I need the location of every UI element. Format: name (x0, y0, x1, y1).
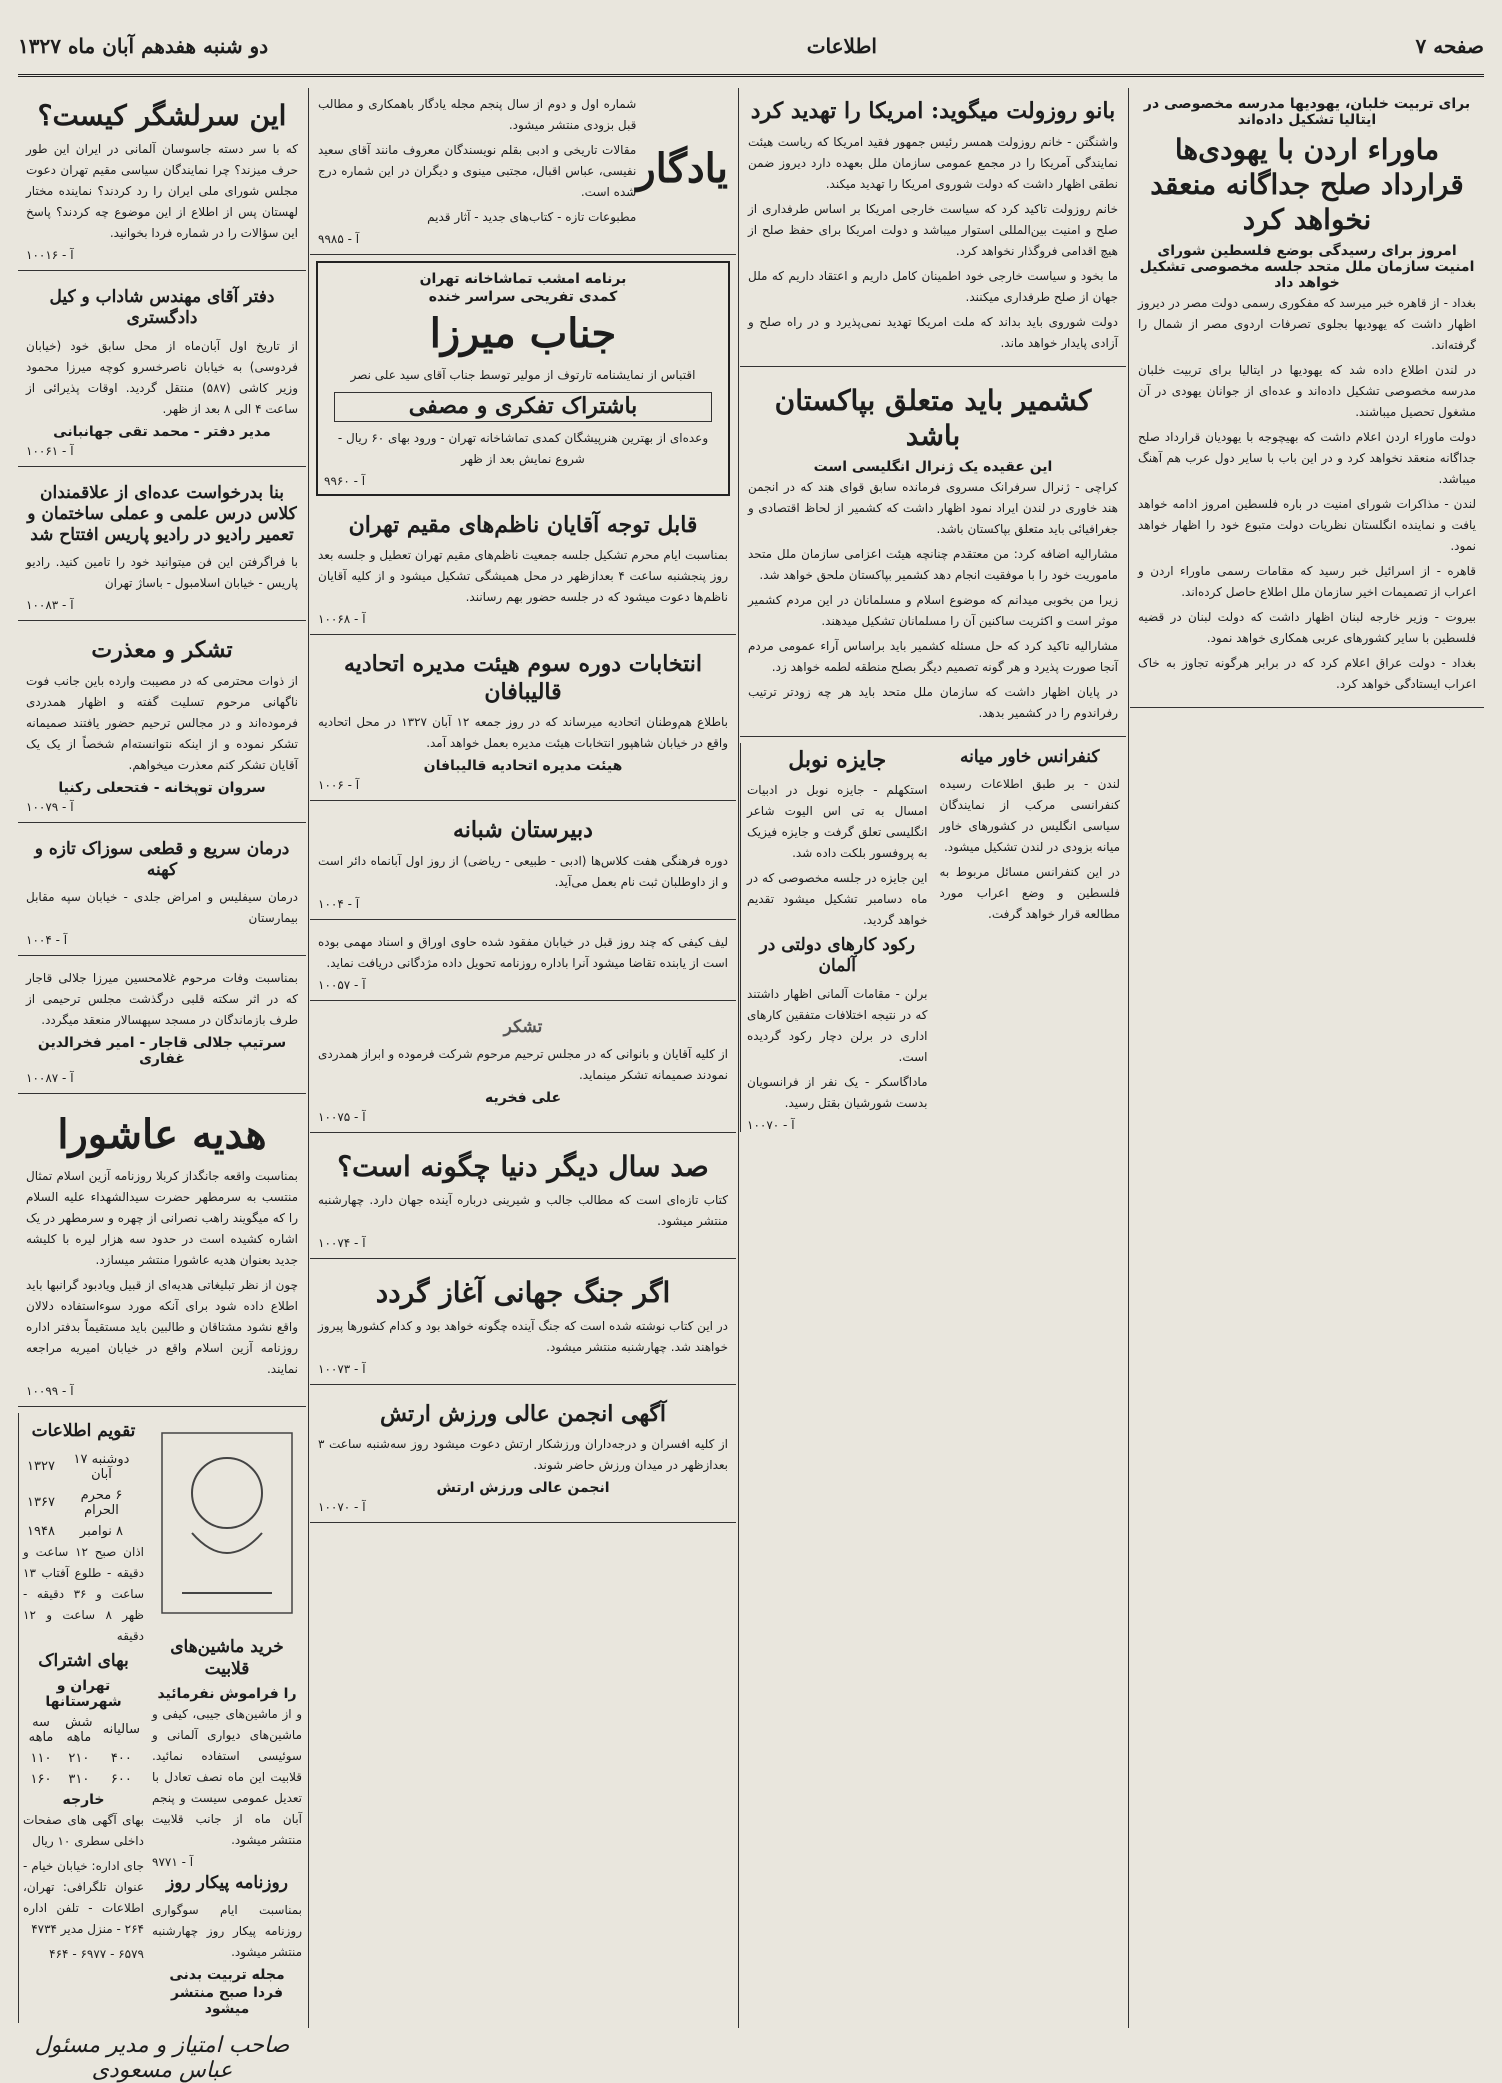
roosevelt-body-2: خانم روزولت تاکید کرد که سیاست خارجی امریکا بر اساس طرفداری از صلح و امنیت بین‌المللی استوار میباشد و دولت امریکا برای حفظ صلح از هیچ اقدامی فروگذار نخواهد کرد. (748, 201, 1118, 258)
germany-code: آ - ۱۰۰۷۰ (747, 1117, 795, 1132)
subscription-cell: ۱۱۰ (30, 1750, 52, 1766)
office-info: جای اداره: خیابان خیام - عنوان تلگرافی: تهران، اطلاعات - تلفن اداره ۲۶۴ - منزل مدیر ۴۷۳۴ (23, 1858, 144, 1936)
thanks2-body: از کلیه آقایان و بانوانی که در مجلس ترحیم مرحوم شرکت فرموده و ابراز همدردی نمودند صمیمانه تشکر مینماید. (318, 1046, 728, 1082)
lawyer-body: از تاریخ اول آبان‌ماه از محل سابق خود (خیابان فردوسی) به خیابان ناصرخسرو کوچه میرزا محمود وزیر کاشی (۵۸۷) منتقل گردید. اوقات پذیرائی از ساعت ۴ الی ۸ بعد از ظهر. (26, 338, 298, 416)
column-right (1130, 88, 1484, 2028)
yadgar-body-3: مطبوعات تازه - کتاب‌های جدید - آثار قدیم (427, 210, 637, 224)
school-ad (310, 807, 736, 920)
who-body: که با سر دسته جاسوسان آلمانی در ایران این طور حرف میزند؟ چرا نمایندگان سیاسی مقیم تهران دعوت مجلس شورای ملی ایران را رد کردند؟ نماینده مختار لهستان پس از اطلاع از این موضوع چه کردند؟ پاسخ این سؤالات را در شماره فردا بخوانید. (26, 142, 298, 240)
table-row (23, 1521, 144, 1542)
book1-body: کتاب تازه‌ای است که مطالب جالب و شیرینی درباره آینده جهان دارد. چهارشنبه منتشر میشود. (318, 1192, 728, 1228)
radio-headline: بنا بدرخواست عده‌ای از علاقمندان کلاس درس علمی و عملی ساختمان و تعمیر رادیو در رادیو پاریس افتتاح شد (27, 482, 297, 545)
owner-signature: صاحب امتیاز و مدیر مسئول عباس مسعودی (34, 2033, 290, 2083)
lawyer-ad (18, 277, 306, 467)
masthead (18, 18, 1484, 77)
subscription-foreign: خارجه (62, 1791, 105, 1808)
column-mid-left (310, 88, 736, 2028)
subscription-col: شش ماهه (65, 1714, 93, 1745)
jordan-headline: ماوراء اردن با یهودی‌ها قرارداد صلح جداگانه منعقد نخواهد کرد (1150, 133, 1464, 236)
book-ad-2 (310, 1265, 736, 1385)
roosevelt-body-4: دولت شوروی باید بداند که ملت امریکا تهدید نمی‌پذیرد و در راه صلح و آزادی پایدار خواهد ماند. (748, 314, 1118, 350)
thanks-headline: تشکر و معذرت (91, 637, 233, 664)
school-code: آ - ۱۰۰۴ (318, 896, 360, 911)
phone-info: ۶۵۷۹ - ۶۹۷۷ - ۴۶۴ (49, 1946, 144, 1961)
mourning-ad (18, 962, 306, 1094)
ashura-body: بمناسبت واقعه جانگداز کربلا روزنامه آزین اسلام تمثال منتسب به سرمطهر حضرت سیدالشهداء علیه السلام را که میگویند راهب نصرانی از چهره و سرمطهر در یک اشاره کشیده است در حدود سه هزار لیره با کلیشه جدید بعنوان هدیه عاشورا منتشر میسازد. (26, 1169, 298, 1268)
jordan-body-6: بیروت - وزیر خارجه لبنان اظهار داشت که دولت لبنان در قضیه فلسطین با سایر کشورهای عربی همکاری خواهد نمود. (1138, 610, 1476, 645)
who-article (18, 88, 306, 271)
calendar-cell: دوشنبه ۱۷ آبان (73, 1451, 130, 1482)
election-signature: هیئت مدیره اتحادیه قالیبافان (423, 758, 623, 774)
clinic-code: آ - ۱۰۰۴ (26, 933, 68, 948)
army-signature: انجمن عالی ورزش ارتش (436, 1480, 610, 1497)
germany-headline: رکود کارهای دولتی در آلمان (759, 935, 915, 977)
theater-extra: وعده‌ای از بهترین هنرپیشگان کمدی تماشاخانه تهران - ورود بهای ۶۰ ریال - شروع نمایش بعد از ظهر (337, 430, 709, 466)
germany-body-2: ماداگاسکر - یک نفر از فرانسویان بدست شورشیان بقتل رسید. (747, 1074, 928, 1110)
kashmir-body-3: زیرا من بخوبی میدانم که موضوع اسلام و مسلمانان در این مردم کشمیر موثر است و اکثریت ساکنین آن را مسلمانان تشکیل میدهند. (748, 592, 1118, 628)
paper2-note: فردا صبح منتشر میشود (171, 1985, 283, 2017)
table-row (23, 1485, 144, 1521)
notice1-headline: قابل توجه آقایان ناظم‌های مقیم تهران (348, 511, 698, 538)
thanks-ad-2 (310, 1007, 736, 1133)
theater-desc: اقتباس از نمایشنامه تارتوف از مولیر توسط جناب آقای سید علی نصر (350, 368, 696, 382)
ashura-ad (18, 1100, 306, 1407)
book2-headline: اگر جنگ جهانی آغاز گردد (375, 1275, 671, 1309)
kashmir-article (740, 373, 1126, 737)
who-headline: این سرلشگر کیست؟ (37, 99, 287, 132)
issue-date: دو شنبه هفدهم آبان ماه ۱۳۲۷ (18, 34, 269, 58)
paper2-body: بمناسبت ایام سوگواری روزنامه پیکار روز چهارشنبه منتشر میشود. (152, 1903, 302, 1959)
radio-code: آ - ۱۰۰۸۳ (26, 598, 74, 613)
theater-sub: کمدی تفریحی سراسر خنده (428, 289, 618, 305)
buy-body: و از ماشین‌های جیبی، کیفی و ماشین‌های دیواری آلمانی و سوئیسی استفاده نمائید. قلابیت این ماه نصف تعادل با تعدیل عمومی سیست و پنجم آبان ماه از جانب قلابیت منتشر میشود. (152, 1706, 302, 1847)
mideast-article (934, 743, 1127, 1132)
radio-ad (18, 473, 306, 622)
roosevelt-body-3: ما بخود و سیاست خارجی خود اطمینان کامل داریم و اعتقاد داریم که ملل جهان از صلح طرفداری میکنند. (748, 268, 1118, 304)
jordan-body-7: بغداد - دولت عراق اعلام کرد که در برابر هرگونه تجاوز به خاک اعراب ایستادگی خواهد کرد. (1138, 656, 1476, 691)
subscription-area: تهران و شهرستانها (45, 1677, 122, 1710)
theater-feature: باشتراک تفکری و مصفی (334, 392, 712, 422)
thanks-code: آ - ۱۰۰۷۹ (26, 799, 74, 814)
table-row (23, 1769, 144, 1790)
subscription-col: سالیانه (102, 1722, 140, 1738)
jordan-body-2: در لندن اطلاع داده شد که یهودیها در ایتالیا برای تربیت خلبان مدرسه مخصوصی تشکیل داده‌اند و عده‌ای از جوانان یهودی در آن مشغول تحصیل میباشند. (1138, 363, 1476, 419)
buy-code: آ - ۹۷۷۱ (152, 1854, 194, 1869)
kashmir-headline: کشمیر باید متعلق بپاکستان باشد (774, 383, 1092, 452)
jordan-body-1: بغداد - از قاهره خبر میرسد که مفکوری رسمی دولت مصر در دیروز اظهار داشت که یهودیها بجلوی تصرفات اردوی مصر از شمال را گرفته‌اند. (1138, 296, 1476, 352)
thanks-ad (18, 627, 306, 823)
table-row (23, 1449, 144, 1485)
columns (18, 88, 1484, 2083)
clinic-ad (18, 829, 306, 957)
thanks-body: از ذوات محترمی که در مصیبت وارده باین جانب فوت ناگهانی مرحوم تسلیت گفته و اظهار همدردی فرموده‌اند و در مجالس ترحیم حضور یافتند صمیمانه تشکر نموده و از اینکه نتوانسته‌ام شخصاً از یک یک آقایان تشکر کنم معذرت میخواهم. (26, 673, 298, 772)
mideast-body-1: لندن - بر طبق اطلاعات رسیده کنفرانسی مرکب از نمایندگان سیاسی انگلیس در کشورهای خاور میانه بزودی در لندن تشکیل میشود. (939, 776, 1120, 854)
calendar-box (18, 1413, 148, 2023)
column-left (18, 88, 306, 2083)
bottom-left-grid (18, 1413, 306, 2023)
clinic-body: درمان سیفلیس و امراض جلدی - خیابان سپه مقابل بیمارستان (26, 890, 298, 926)
radio-body: با فراگرفتن این فن میتوانید خود را تامین کنید. رادیو پاریس - خیابان اسلامبول - باساژ تهران (26, 555, 298, 591)
mourning-code: آ - ۱۰۰۸۷ (26, 1071, 74, 1086)
school-headline: دبیرستان شبانه (453, 817, 593, 843)
army-code: آ - ۱۰۰۷۰ (318, 1500, 366, 1515)
jordan-subhead: امروز برای رسیدگی بوضع فلسطین شورای امنیت سازمان ملل متحد جلسه مخصوصی تشکیل خواهد داد (1139, 243, 1475, 291)
kashmir-body-4: مشارالیه تاکید کرد که حل مسئله کشمیر باید براساس آراء عمومی مردم آنجا صورت پذیرد و هر گونه تصمیم دیگر بصلح منطقه لطمه خواهد زد. (748, 638, 1118, 674)
roosevelt-headline: بانو روزولت میگوید: امریکا را تهدید کرد (750, 98, 1116, 124)
yadgar-code: آ - ۹۹۸۵ (318, 232, 360, 246)
subscription-note: بهای آگهی های صفحات داخلی سطری ۱۰ ریال (23, 1812, 144, 1848)
mid-right-split (740, 743, 1126, 1132)
lost-ad (310, 926, 736, 1001)
calendar-cell: ۱۳۲۷ (27, 1459, 55, 1474)
column-mid-right (740, 88, 1126, 2028)
table-row (23, 1748, 144, 1769)
who-code: آ - ۱۰۰۱۶ (26, 248, 74, 262)
yadgar-body-2: مقالات تاریخی و ادبی بقلم نویسندگان معروف مانند آقای سعید نفیسی، عباس اقبال، مجتبی مینوی و دیگران در این شماره درج شده است. (318, 143, 637, 199)
book2-code: آ - ۱۰۰۷۳ (318, 1361, 366, 1376)
nobel-body-2: این جایزه در جلسه مخصوصی که در ماه دسامبر تشکیل میشود تقدیم خواهد گردید. (747, 871, 928, 927)
theater-top: برنامه امشب تماشاخانه تهران (419, 271, 627, 287)
army-headline: آگهی انجمن عالی ورزش ارتش (379, 1400, 667, 1427)
calendar-cell: ۱۹۴۸ (27, 1523, 55, 1539)
theater-ad (316, 261, 730, 496)
subscription-cell: ۱۶۰ (30, 1771, 52, 1787)
theater-code: آ - ۹۹۶۰ (324, 473, 366, 488)
ashura-headline: هدیه عاشورا (57, 1111, 267, 1159)
mourning-body: بمناسبت وفات مرحوم غلامحسین میرزا جلالی قاجار که در اثر سکته قلبی درگذشت مجلس ترحیمی از طرف بازماندگان در مسجد سپهسالار منعقد میگردد. (26, 971, 298, 1028)
calendar-headline: تقویم اطلاعات (31, 1421, 136, 1442)
thanks2-signature: علی فخریه (484, 1089, 562, 1106)
kashmir-subhead: این عقیده یک ژنرال انگلیسی است (813, 458, 1053, 475)
army-sport-ad (310, 1391, 736, 1524)
thanks2-code: آ - ۱۰۰۷۵ (318, 1109, 366, 1124)
yadgar-title: یادگار (636, 145, 728, 192)
notice-1 (310, 502, 736, 636)
subscription-cell: ۴۰۰ (110, 1750, 132, 1766)
lost-body: لیف کیفی که چند روز قبل در خیابان مفقود شده حاوی اوراق و اسناد مهمی بوده است از یابنده تقاضا میشود آنرا باداره روزنامه تحویل داده مژدگانی دریافت نماید. (318, 934, 728, 970)
yadgar-body-1: شماره اول و دوم از سال پنجم مجله یادگار باهمکاری و مطالب قبل بزودی منتشر میشود. (318, 97, 637, 132)
army-body: از کلیه افسران و درجه‌داران ورزشکار ارتش دعوت میشود روز سه‌شنبه ساعت ۳ بعدازظهر در میدان ورزش حاضر شوند. (318, 1437, 728, 1473)
newspaper-page (18, 18, 1484, 2083)
paper2-headline: روزنامه پیکار روز (166, 1872, 288, 1893)
nobel-headline: جایزه نوبل (788, 746, 887, 773)
buy-subhead: را فراموش نفرمائید (157, 1685, 297, 1702)
calendar-cell: ۱۳۶۷ (27, 1495, 55, 1510)
school-body: دوره فرهنگی هفت کلاس‌ها (ادبی - طبیعی - ریاضی) از روز اول آبانماه دائر است و از داوطلبان ثبت نام بعمل می‌آید. (318, 853, 728, 889)
subscription-cell: ۶۰۰ (110, 1771, 132, 1787)
paper2-sub: مجله تربیت بدنی (169, 1967, 285, 1983)
kashmir-body-2: مشارالیه اضافه کرد: من معتقدم چنانچه هیئت اعزامی سازمان ملل متحد ماموریت خود را با موفقیت انجام دهد کشمیر بپاکستان ملحق خواهد شد. (748, 546, 1118, 582)
book1-headline: صد سال دیگر دنیا چگونه است؟ (337, 1149, 709, 1183)
thanks-signature: سروان توپخانه - فتحعلی رکنیا (58, 779, 266, 796)
mourning-signature: سرتیپ جلالی قاجار - امیر فخرالدین غفاری (37, 1035, 287, 1068)
roosevelt-body-1: واشنگتن - خانم روزولت همسر رئیس جمهور فقید امریکا که ریاست هیئت نمایندگی آمریکا را در مجمع عمومی سازمان ملل بعهده دارد دیروز ضمن نطقی اظهار داشت که دولت شوروی امریکا را تهدید میکند. (748, 134, 1118, 191)
jordan-body-3: دولت ماوراء اردن اعلام داشت که بهیچوجه با یهودیان قرارداد صلح جداگانه منعقد نخواهد کرد و در این باب با سایر دول عرب هم آهنگ میباشد. (1138, 430, 1476, 486)
ashura-code: آ - ۱۰۰۹۹ (26, 1384, 74, 1399)
notice1-code: آ - ۱۰۰۶۸ (318, 612, 366, 626)
kashmir-body-1: کراچی - ژنرال سرفرانک مسروی فرمانده سابق قوای هند که در انجمن هند خاوری در لندن ایراد نمود اظهار داشت که کشمیر از لحاظ اقتصادی و جغرافیائی باید متعلق بپاکستان باشد. (748, 479, 1118, 536)
election-headline: انتخابات دوره سوم هیئت مدیره اتحادیه قالیبافان (343, 651, 703, 705)
notice1-body: بمناسبت ایام محرم تشکیل جلسه جمعیت ناظم‌های مقیم تهران تعطیل و جلسه بعد روز پنجشنبه ساعت ۴ بعدازظهر در محل همیشگی تشکیل میشود و از کلیه آقایان ناظم‌ها دعوت میشود که در جلسه حضور بهم رسانند. (318, 548, 728, 604)
book1-code: آ - ۱۰۰۷۴ (318, 1235, 366, 1250)
nobel-article (740, 743, 934, 1132)
right-of-calendar (148, 1413, 306, 2023)
illustration-icon (152, 1423, 302, 1623)
election-code: آ - ۱۰۰۶ (318, 778, 360, 792)
calendar-note: اذان صبح ۱۲ ساعت و دقیقه - طلوع آفتاب ۱۳ ساعت و ۳۶ دقیقه - ظهر ۸ ساعت و ۱۲ دقیقه (23, 1544, 145, 1643)
theater-title: جناب میرزا (429, 310, 617, 357)
subscription-headline: بهای اشتراک (38, 1650, 129, 1671)
yadgar-ad (310, 88, 736, 255)
calendar-cell: ۸ نوامبر (79, 1523, 124, 1539)
calendar-cell: ۶ محرم الحرام (80, 1487, 123, 1518)
jordan-article (1130, 88, 1484, 708)
book2-body: در این کتاب نوشته شده است که جنگ آینده چگونه خواهد بود و کدام کشورها پیروز خواهند شد. چهارشنبه منتشر میشود. (318, 1318, 728, 1354)
clinic-headline: درمان سریع و قطعی سوزاک تازه و کهنه (34, 838, 290, 880)
nobel-body-1: استکهلم - جایزه نوبل در ادبیات امسال به تی اس الیوت شاعر انگلیسی تعلق گرفت و جایزه فیزیک به پروفسور بلکت داده شد. (747, 783, 928, 860)
subscription-table (23, 1712, 144, 1790)
mideast-headline: کنفرانس خاور میانه (959, 746, 1100, 767)
lawyer-signature: مدیر دفتر - محمد تقی جهانبانی (53, 423, 271, 440)
lawyer-headline: دفتر آقای مهندس شاداب و کیل دادگستری (49, 287, 275, 329)
calendar-table (23, 1449, 144, 1542)
table-row (23, 1712, 144, 1748)
subscription-col: سه ماهه (28, 1714, 54, 1745)
roosevelt-article (740, 88, 1126, 367)
lawyer-code: آ - ۱۰۰۶۱ (26, 443, 74, 458)
jordan-kicker: برای تربیت خلبان، یهودیها مدرسه مخصوصی در ایتالیا تشکیل داده‌اند (1143, 96, 1471, 128)
paper-name: اطلاعات (806, 34, 877, 58)
election-body: باطلاع هم‌وطنان اتحادیه میرساند که در روز جمعه ۱۲ آبان ۱۳۲۷ در محل اتحادیه واقع در خیابان شاهپور انتخابات هیئت مدیره بعمل خواهد آمد. (318, 715, 728, 750)
subscription-cell: ۲۱۰ (68, 1750, 90, 1766)
page-number: صفحه ۷ (1415, 34, 1484, 58)
kashmir-body-5: در پایان اظهار داشت که سازمان ملل متحد باید هر چه زودتر ترتیب رفراندوم را در کشمیر بدهد. (748, 684, 1118, 720)
buy-headline: خرید ماشین‌های قلابیت (170, 1637, 284, 1679)
jordan-body-4: لندن - مذاکرات شورای امنیت در باره فلسطین امروز ادامه خواهد یافت و نماینده انگلستان نظریات دولت متبوع خود را اظهار خواهد نمود. (1138, 497, 1476, 553)
book-ad-1 (310, 1139, 736, 1259)
thanks2-headline: تشکر (503, 1016, 543, 1037)
election-ad (310, 641, 736, 801)
lost-code: آ - ۱۰۰۵۷ (318, 977, 366, 992)
mideast-body-2: در این کنفرانس مسائل مربوط به فلسطین و وضع اعراب مورد مطالعه قرار خواهد گرفت. (939, 864, 1120, 921)
subscription-cell: ۳۱۰ (68, 1771, 90, 1787)
jordan-body-5: قاهره - از اسرائیل خبر رسید که مقامات رسمی ماوراء اردن و اعراب از تصمیمات اخیر سازمان ملل اطلاع حاصل کرده‌اند. (1138, 564, 1476, 599)
germany-body-1: برلن - مقامات آلمانی اظهار داشتند که در نتیجه اختلافات متفقین کارهای اداری در برلن دچار رکود گردیده است. (747, 986, 928, 1064)
ashura-body-2: چون از نظر تبلیغاتی هدیه‌ای از قبیل ویادبود گرانبها باید اطلاع داده شود برای آنکه مورد سوءاستفاده دلالان واقع نشود مشتاقان و طالبین باید مستقیماً بدفتر اداره روزنامه آزین اسلام واقع در خیابان امیریه مراجعه نمایند. (26, 1278, 298, 1377)
